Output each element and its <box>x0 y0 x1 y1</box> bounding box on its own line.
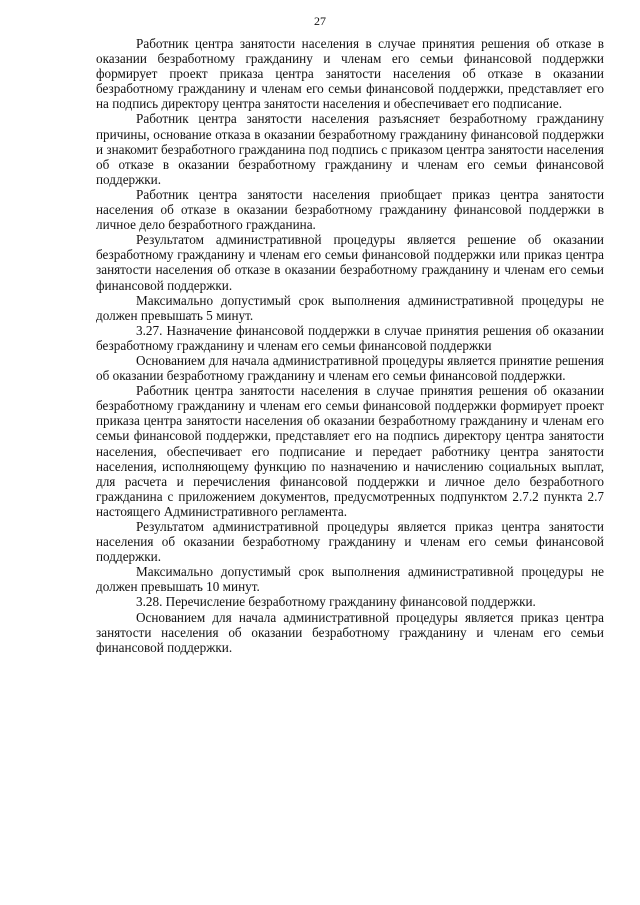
paragraph-grant-order-draft: Работник центра занятости населения в случае принятия решения об оказании безработному гражданину и членам его семьи финансовой поддержки формирует проект приказа центра занятости населения об оказании безработному гражданину и членам его семьи финансовой поддержки, представляет его на подпись директору центра занятости населения, обеспечивает его подписание и передает работнику центра занятости населения, исполняющему функцию по назначению и начислению социальных выплат, для расчета и перечисления финансовой поддержки и личное дело безработного гражданина с приложением документов, предусмотренных подпунктом 2.7.2 пункта 2.7 настоящего Административного регламента. <box>96 383 604 519</box>
paragraph-basis-3-27: Основанием для начала административной процедуры является принятие решения об оказании безработному гражданину и членам его семьи финансовой поддержки. <box>96 352 604 384</box>
paragraph-refusal-order-draft: Работник центра занятости населения в случае принятия решения об отказе в оказании безработному гражданину и членам его семьи финансовой поддержки формирует проект приказа центра занятости населения об отказе в оказании безработному гражданину и членам его семьи финансовой поддержки, представляет его на подпись директору центра занятости населения и обеспечивает его подписание. <box>96 36 604 112</box>
section-heading-3-28: 3.28. Перечисление безработному гражданину финансовой поддержки. <box>136 594 536 610</box>
paragraph-result-3-27: Результатом административной процедуры является приказ центра занятости населения об оказании безработному гражданину и членам его семьи финансовой поддержки. <box>96 519 604 565</box>
document-body <box>96 36 604 655</box>
paragraph-max-time-5: Максимально допустимый срок выполнения административной процедуры не должен превышать 5 минут. <box>96 292 604 323</box>
paragraph-refusal-filing: Работник центра занятости населения приобщает приказ центра занятости населения об отказе в оказании безработному гражданину финансовой поддержки в личное дело безработного гражданина. <box>96 186 604 233</box>
paragraph-max-time-10: Максимально допустимый срок выполнения административной процедуры не должен превышать 10 минут. <box>96 564 604 595</box>
paragraph-procedure-result: Результатом административной процедуры является решение об оказании безработному гражданину и членам его семьи финансовой поддержки или приказ центра занятости населения об отказе в оказании безработному гражданину и членам его семьи финансовой поддержки. <box>96 232 604 293</box>
page-number: 27 <box>314 14 326 28</box>
section-heading-3-27: 3.27. Назначение финансовой поддержки в случае принятия решения об оказании безработному гражданину и членам его семьи финансовой поддержки <box>96 322 604 353</box>
paragraph-refusal-explanation: Работник центра занятости населения разъясняет безработному гражданину причины, основание отказа в оказании безработному гражданину финансовой поддержки и знакомит безработного гражданина под подпись с приказом центра занятости населения об отказе в оказании безработному гражданину и членам его семьи финансовой поддержки. <box>96 111 604 187</box>
paragraph-basis-3-28: Основанием для начала административной процедуры является приказ центра занятости населения об оказании безработному гражданину и членам его семьи финансовой поддержки. <box>96 609 604 655</box>
